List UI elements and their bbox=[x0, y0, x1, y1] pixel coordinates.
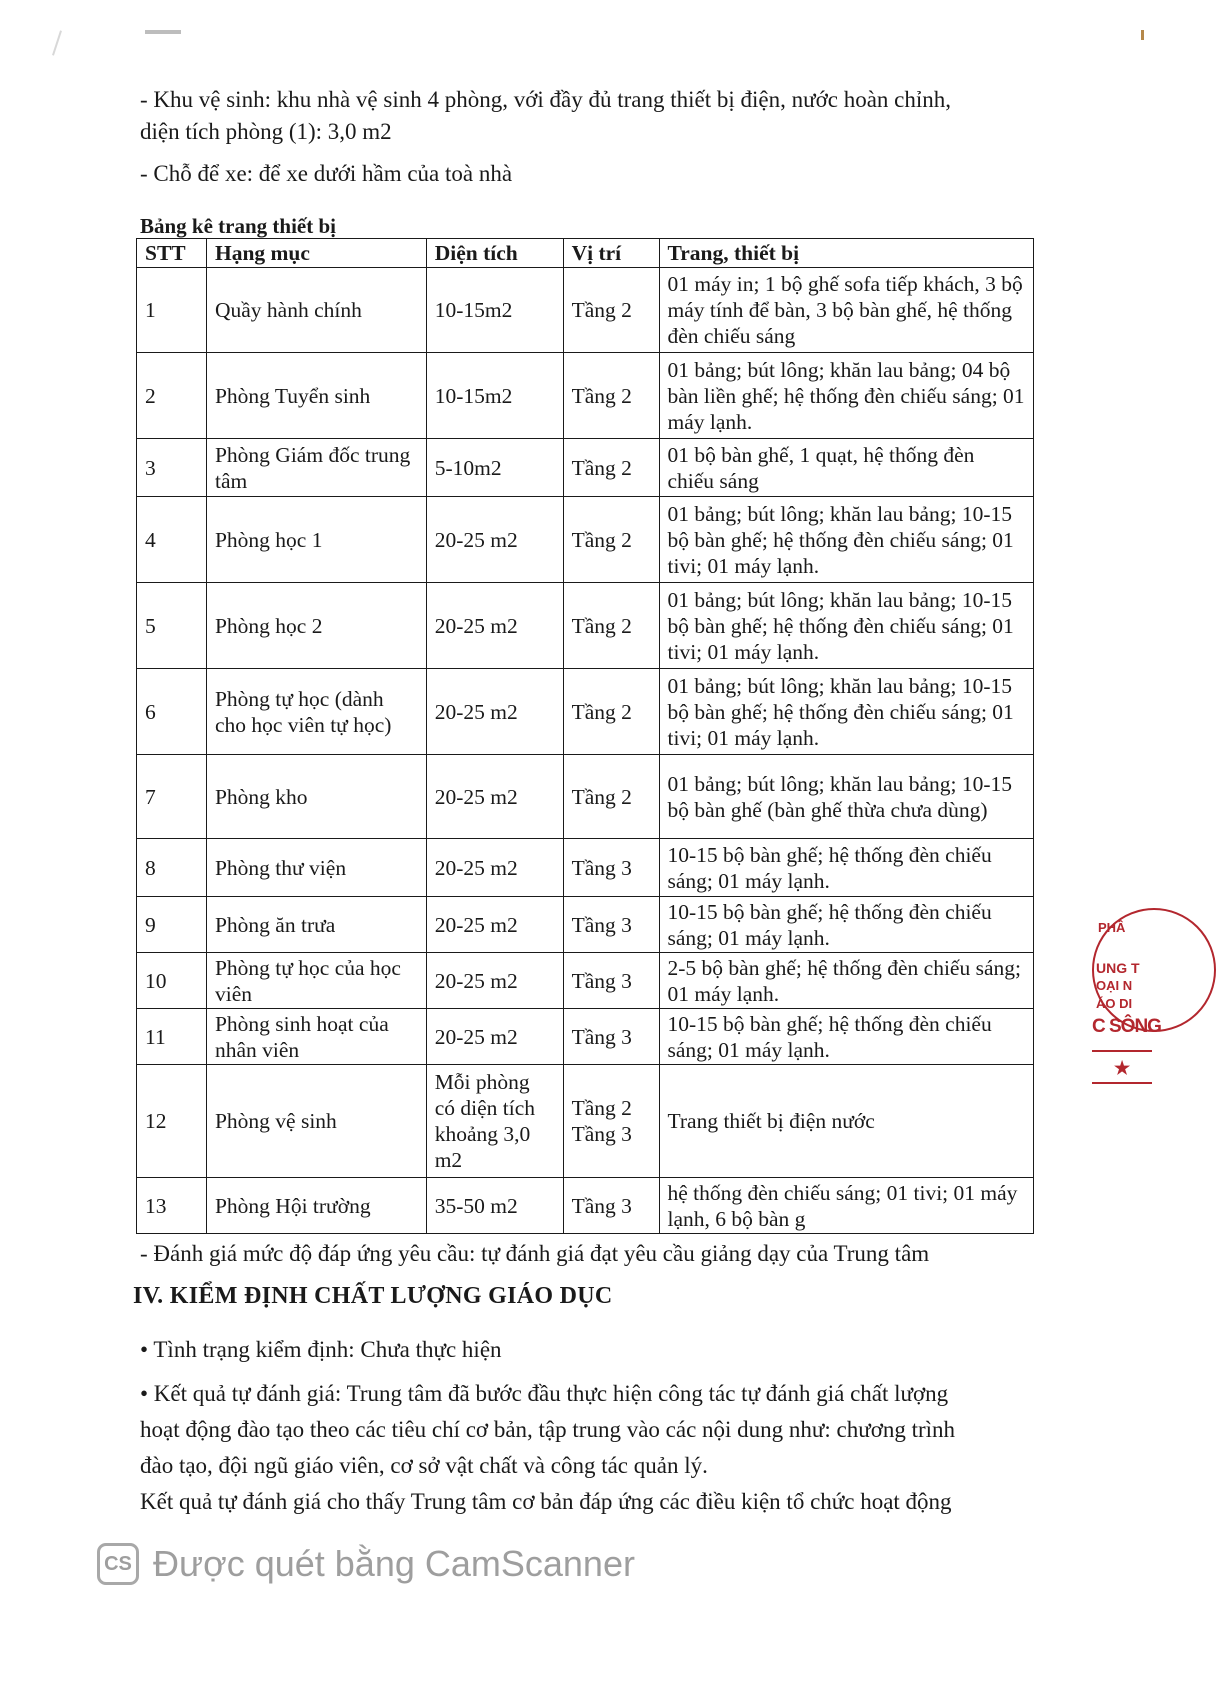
cell-floor: Tầng 2 bbox=[563, 497, 659, 583]
cell-stt: 4 bbox=[137, 497, 207, 583]
table-row bbox=[137, 353, 1034, 439]
stamp-text: UNG T bbox=[1096, 960, 1140, 976]
self-assessment-line1: • Kết quả tự đánh giá: Trung tâm đã bước đầu thực hiện công tác tự đánh giá chất lượng bbox=[140, 1381, 949, 1406]
cell-equipment: 10-15 bộ bàn ghế; hệ thống đèn chiếu sáng; 01 máy lạnh. bbox=[659, 897, 1034, 953]
cell-item: Phòng Giám đốc trung tâm bbox=[206, 439, 426, 497]
cell-floor: Tầng 2 bbox=[563, 583, 659, 669]
cell-item: Phòng sinh hoạt của nhân viên bbox=[206, 1009, 426, 1065]
cell-equipment: hệ thống đèn chiếu sáng; 01 tivi; 01 máy lạnh, 6 bộ bàn g bbox=[659, 1178, 1034, 1234]
cell-equipment: 2-5 bộ bàn ghế; hệ thống đèn chiếu sáng; 01 máy lạnh. bbox=[659, 953, 1034, 1009]
table-row bbox=[137, 439, 1034, 497]
red-seal-stamp bbox=[1092, 890, 1161, 1110]
cell-area: 10-15m2 bbox=[426, 268, 563, 353]
table-row bbox=[137, 497, 1034, 583]
table-row bbox=[137, 1009, 1034, 1065]
stamp-text: C SÔNG bbox=[1092, 1016, 1161, 1037]
cell-equipment: 01 bảng; bút lông; khăn lau bảng; 10-15 bộ bàn ghế (bàn ghế thừa chưa dùng) bbox=[659, 755, 1034, 839]
scan-edge-mark bbox=[52, 30, 62, 55]
table-header-row bbox=[137, 239, 1034, 268]
table-row bbox=[137, 268, 1034, 353]
table-row bbox=[137, 839, 1034, 897]
cell-area: 20-25 m2 bbox=[426, 583, 563, 669]
cell-floor: Tầng 2 Tầng 3 bbox=[563, 1065, 659, 1178]
stamp-text: OẠI N bbox=[1096, 978, 1133, 993]
cell-item: Phòng học 1 bbox=[206, 497, 426, 583]
camscanner-logo-icon: CS bbox=[97, 1543, 139, 1585]
cell-area: 20-25 m2 bbox=[426, 897, 563, 953]
stamp-text: ÁO DI bbox=[1096, 996, 1133, 1011]
cell-area: 20-25 m2 bbox=[426, 953, 563, 1009]
cell-item: Phòng Hội trường bbox=[206, 1178, 426, 1234]
header-area: Diện tích bbox=[426, 239, 563, 268]
cell-equipment: 01 bảng; bút lông; khăn lau bảng; 10-15 bộ bàn ghế; hệ thống đèn chiếu sáng; 01 tivi; 01 máy lạnh. bbox=[659, 669, 1034, 755]
cell-stt: 3 bbox=[137, 439, 207, 497]
cell-area: 20-25 m2 bbox=[426, 755, 563, 839]
cell-area: 10-15m2 bbox=[426, 353, 563, 439]
cell-equipment: 01 bảng; bút lông; khăn lau bảng; 10-15 bộ bàn ghế; hệ thống đèn chiếu sáng; 01 tivi; 01 máy lạnh. bbox=[659, 583, 1034, 669]
self-assessment-line4: Kết quả tự đánh giá cho thấy Trung tâm cơ bản đáp ứng các điều kiện tổ chức hoạt động bbox=[140, 1489, 952, 1514]
header-item: Hạng mục bbox=[206, 239, 426, 268]
cell-area: 20-25 m2 bbox=[426, 669, 563, 755]
cell-equipment: 01 máy in; 1 bộ ghế sofa tiếp khách, 3 bộ máy tính để bàn, 3 bộ bàn ghế, hệ thống đèn chiếu sáng bbox=[659, 268, 1034, 353]
cell-area: 20-25 m2 bbox=[426, 497, 563, 583]
table-row bbox=[137, 897, 1034, 953]
cell-floor: Tầng 3 bbox=[563, 1178, 659, 1234]
cell-equipment: 01 bảng; bút lông; khăn lau bảng; 10-15 bộ bàn ghế; hệ thống đèn chiếu sáng; 01 tivi; 01 máy lạnh. bbox=[659, 497, 1034, 583]
cell-equipment: 01 bộ bàn ghế, 1 quạt, hệ thống đèn chiếu sáng bbox=[659, 439, 1034, 497]
cell-equipment: Trang thiết bị điện nước bbox=[659, 1065, 1034, 1178]
cell-item: Phòng kho bbox=[206, 755, 426, 839]
cell-item: Phòng vệ sinh bbox=[206, 1065, 426, 1178]
stamp-line bbox=[1092, 1082, 1152, 1084]
page-top-mark bbox=[145, 30, 181, 34]
cell-equipment: 01 bảng; bút lông; khăn lau bảng; 04 bộ bàn liền ghế; hệ thống đèn chiếu sáng; 01 máy lạnh. bbox=[659, 353, 1034, 439]
cell-item: Quầy hành chính bbox=[206, 268, 426, 353]
table-row bbox=[137, 953, 1034, 1009]
restroom-paragraph-line1: - Khu vệ sinh: khu nhà vệ sinh 4 phòng, với đầy đủ trang thiết bị điện, nước hoàn chỉnh, bbox=[140, 87, 951, 112]
table-row bbox=[137, 583, 1034, 669]
stamp-line bbox=[1092, 1050, 1152, 1052]
assessment-paragraph: - Đánh giá mức độ đáp ứng yêu cầu: tự đánh giá đạt yêu cầu giảng dạy của Trung tâm bbox=[140, 1241, 930, 1266]
cell-stt: 13 bbox=[137, 1178, 207, 1234]
cell-stt: 10 bbox=[137, 953, 207, 1009]
cell-floor: Tầng 2 bbox=[563, 755, 659, 839]
header-stt: STT bbox=[137, 239, 207, 268]
cell-floor: Tầng 2 bbox=[563, 353, 659, 439]
cell-stt: 2 bbox=[137, 353, 207, 439]
parking-paragraph: - Chỗ để xe: để xe dưới hầm của toà nhà bbox=[140, 161, 513, 186]
restroom-paragraph-line2: diện tích phòng (1): 3,0 m2 bbox=[140, 119, 392, 144]
stamp-star-icon: ★ bbox=[1114, 1058, 1131, 1078]
self-assessment-line3: đào tạo, đội ngũ giáo viên, cơ sở vật chất và công tác quản lý. bbox=[140, 1453, 708, 1478]
cell-floor: Tầng 3 bbox=[563, 953, 659, 1009]
cell-floor: Tầng 2 bbox=[563, 669, 659, 755]
table-row bbox=[137, 1178, 1034, 1234]
table-row bbox=[137, 669, 1034, 755]
scan-corner-dot bbox=[1141, 30, 1144, 40]
cell-stt: 8 bbox=[137, 839, 207, 897]
cell-floor: Tầng 2 bbox=[563, 268, 659, 353]
equipment-table bbox=[136, 238, 1034, 1234]
accreditation-status: • Tình trạng kiểm định: Chưa thực hiện bbox=[140, 1337, 502, 1362]
section-heading: IV. KIỂM ĐỊNH CHẤT LƯỢNG GIÁO DỤC bbox=[133, 1283, 613, 1309]
self-assessment-line2: hoạt động đào tạo theo các tiêu chí cơ bản, tập trung vào các nội dung như: chương trình bbox=[140, 1417, 956, 1442]
camscanner-watermark bbox=[97, 1540, 635, 1588]
cell-area: 35-50 m2 bbox=[426, 1178, 563, 1234]
stamp-text: PHÂ bbox=[1098, 920, 1126, 935]
table-caption: Bảng kê trang thiết bị bbox=[140, 214, 337, 238]
cell-item: Phòng ăn trưa bbox=[206, 897, 426, 953]
cell-item: Phòng học 2 bbox=[206, 583, 426, 669]
cell-area: Mỗi phòng có diện tích khoảng 3,0 m2 bbox=[426, 1065, 563, 1178]
cell-stt: 7 bbox=[137, 755, 207, 839]
cell-stt: 1 bbox=[137, 268, 207, 353]
cell-item: Phòng thư viện bbox=[206, 839, 426, 897]
header-floor: Vị trí bbox=[563, 239, 659, 268]
cell-stt: 12 bbox=[137, 1065, 207, 1178]
cell-area: 20-25 m2 bbox=[426, 1009, 563, 1065]
cell-area: 5-10m2 bbox=[426, 439, 563, 497]
cell-item: Phòng Tuyển sinh bbox=[206, 353, 426, 439]
cell-floor: Tầng 3 bbox=[563, 897, 659, 953]
header-equipment: Trang, thiết bị bbox=[659, 239, 1034, 268]
cell-stt: 11 bbox=[137, 1009, 207, 1065]
watermark-text: Được quét bằng CamScanner bbox=[153, 1543, 635, 1584]
cell-equipment: 10-15 bộ bàn ghế; hệ thống đèn chiếu sáng; 01 máy lạnh. bbox=[659, 839, 1034, 897]
cell-item: Phòng tự học của học viên bbox=[206, 953, 426, 1009]
cell-area: 20-25 m2 bbox=[426, 839, 563, 897]
cell-stt: 9 bbox=[137, 897, 207, 953]
cell-equipment: 10-15 bộ bàn ghế; hệ thống đèn chiếu sáng; 01 máy lạnh. bbox=[659, 1009, 1034, 1065]
cell-stt: 6 bbox=[137, 669, 207, 755]
cell-floor: Tầng 3 bbox=[563, 1009, 659, 1065]
cell-floor: Tầng 2 bbox=[563, 439, 659, 497]
table-row bbox=[137, 1065, 1034, 1178]
cell-floor: Tầng 3 bbox=[563, 839, 659, 897]
table-row bbox=[137, 755, 1034, 839]
cell-stt: 5 bbox=[137, 583, 207, 669]
cell-item: Phòng tự học (dành cho học viên tự học) bbox=[206, 669, 426, 755]
